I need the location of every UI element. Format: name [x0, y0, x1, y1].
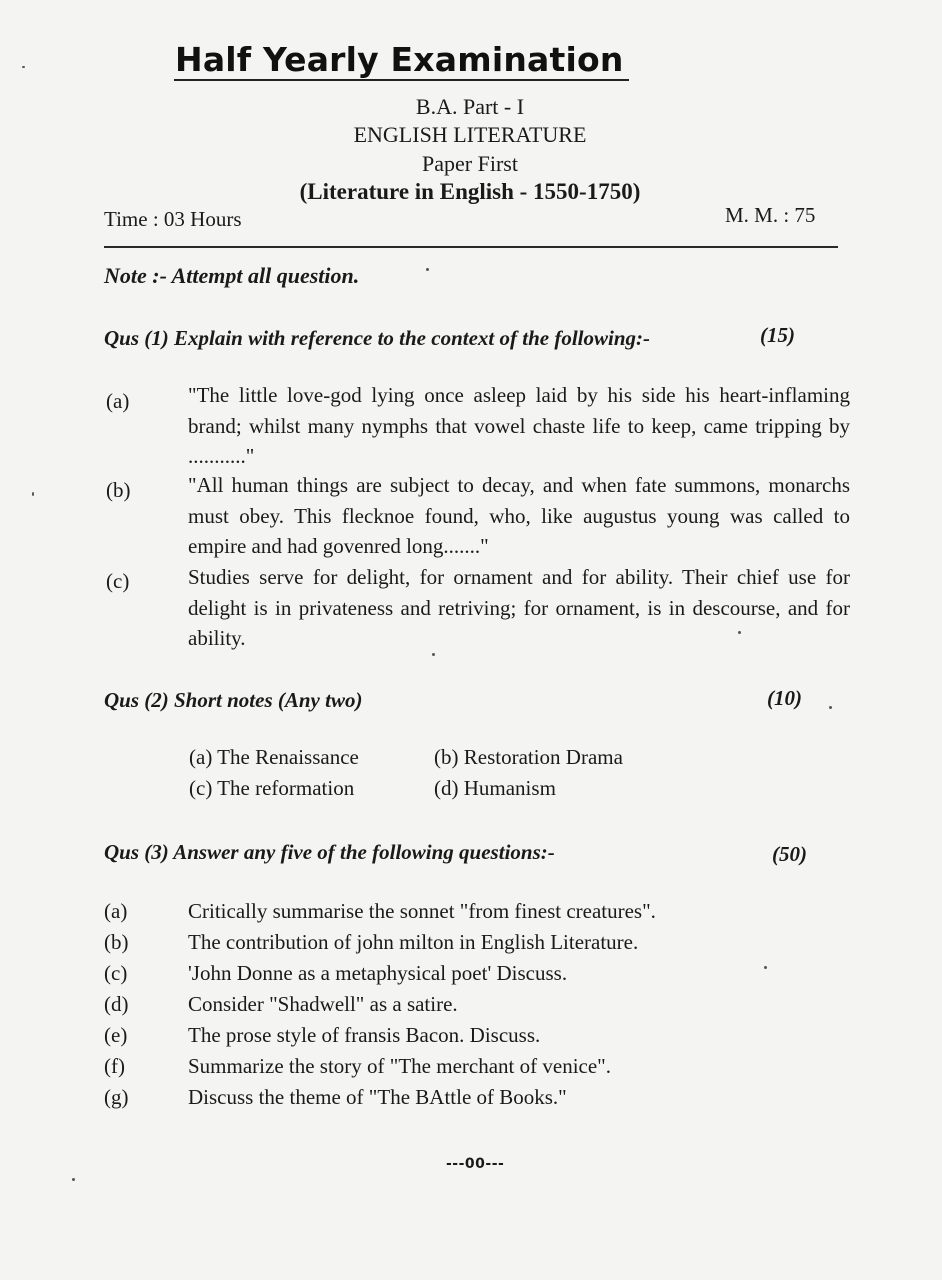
title-underline [174, 79, 629, 81]
list-item [0, 1085, 942, 1116]
q1-item-label: (c) [106, 569, 130, 593]
list-item [0, 992, 942, 1023]
q3-item-text: Consider "Shadwell" as a satire. [188, 992, 458, 1016]
scan-speck [738, 631, 741, 634]
q3-item-label: (a) [104, 899, 128, 923]
question-2-heading: Qus (2) Short notes (Any two) [104, 688, 363, 712]
q3-item-text: The contribution of john milton in English Literature. [188, 930, 639, 954]
q3-item-label: (c) [104, 961, 128, 985]
end-of-paper-mark: ---00--- [446, 1156, 505, 1172]
question-3-heading: Qus (3) Answer any five of the following questions:- [104, 840, 555, 864]
short-note-option: (a) The Renaissance [189, 745, 359, 769]
short-note-option: (d) Humanism [434, 776, 556, 800]
q3-item-label: (d) [104, 992, 129, 1016]
question-1-marks: (15) [760, 323, 795, 347]
scan-speck [432, 653, 435, 656]
q3-item-text: Summarize the story of "The merchant of venice". [188, 1054, 611, 1078]
scan-speck [764, 966, 767, 969]
instruction-note: Note :- Attempt all question. [104, 263, 360, 288]
scan-speck [22, 66, 25, 68]
question-2-marks: (10) [767, 686, 802, 710]
q3-item-label: (g) [104, 1085, 129, 1109]
q3-item-text: Critically summarise the sonnet "from finest creatures". [188, 899, 656, 923]
header-divider [104, 246, 838, 248]
q3-item-text: The prose style of fransis Bacon. Discuss. [188, 1023, 541, 1047]
short-note-option: (b) Restoration Drama [434, 745, 623, 769]
subject-line: ENGLISH LITERATURE [353, 122, 587, 147]
exam-title: Half Yearly Examination [175, 40, 624, 79]
question-3-marks: (50) [772, 842, 807, 866]
question-1-heading: Qus (1) Explain with reference to the context of the following:- [104, 326, 650, 350]
q1-item-text: "The little love-god lying once asleep laid by his side his heart-inflaming brand; whilst many nymphs that vowel chaste life to keep, came tripping by ..........." [188, 383, 850, 468]
q3-item-text: 'John Donne as a metaphysical poet' Discuss. [188, 961, 568, 985]
q3-item-label: (e) [104, 1023, 128, 1047]
time-allowed: Time : 03 Hours [104, 207, 242, 231]
list-item [0, 1023, 942, 1054]
q3-item-label: (b) [104, 930, 129, 954]
list-item [0, 961, 942, 992]
list-item [0, 1054, 942, 1085]
q1-item-text: Studies serve for delight, for ornament and for ability. Their chief use for delight is in privateness and retriving; for ornament, is in descourse, and for ability. [188, 565, 850, 650]
scan-speck [72, 1178, 75, 1181]
scan-speck [829, 706, 832, 709]
q3-item-label: (f) [104, 1054, 125, 1078]
q1-item-label: (a) [106, 389, 130, 413]
course-line: B.A. Part - I [415, 94, 525, 119]
q1-item-text: "All human things are subject to decay, and when fate summons, monarchs must obey. This flecknoe found, who, like augustus young was called to empire and had govenred long......." [188, 473, 850, 558]
paper-title-line: (Literature in English - 1550-1750) [299, 179, 641, 204]
q1-item-label: (b) [106, 478, 131, 502]
short-note-option: (c) The reformation [189, 776, 355, 800]
question-3-list [0, 899, 942, 1116]
max-marks: M. M. : 75 [725, 203, 816, 227]
list-item [0, 930, 942, 961]
paper-line: Paper First [422, 151, 518, 176]
list-item [0, 899, 942, 930]
scan-speck [426, 268, 429, 271]
q3-item-text: Discuss the theme of "The BAttle of Books." [188, 1085, 567, 1109]
scan-speck [32, 492, 34, 496]
